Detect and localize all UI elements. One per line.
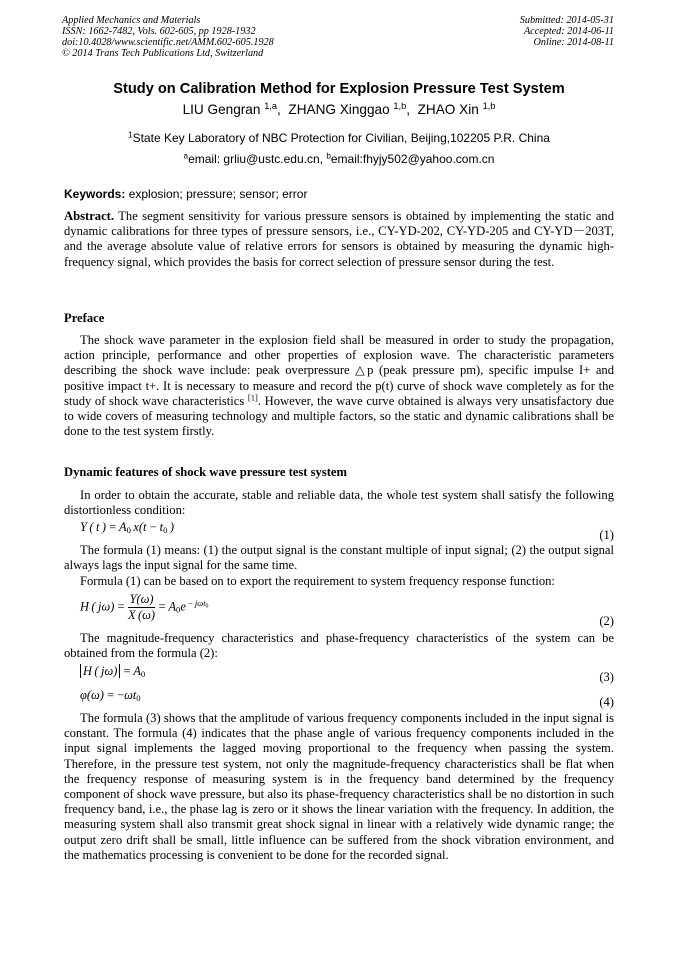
author-affil-mark: 1,a bbox=[264, 100, 278, 111]
abstract bbox=[64, 209, 614, 270]
journal-name: Applied Mechanics and Materials bbox=[62, 15, 201, 26]
keywords-label: Keywords: bbox=[64, 187, 126, 201]
doi-line: doi:10.4028/www.scientific.net/AMM.602-605.1928 bbox=[62, 37, 274, 48]
online-date: Online: 2014-08-11 bbox=[533, 37, 614, 48]
keywords-text: explosion; pressure; sensor; error bbox=[128, 187, 308, 201]
author-list: LIU Gengran $^{1,a}$, ZHANG Xinggao $^{1,b}$, ZHAO Xin $^{1,b}$ bbox=[182, 100, 496, 117]
email-b: email:fhyjy502@yahoo.com.cn bbox=[330, 152, 495, 166]
author-emails bbox=[0, 152, 678, 166]
author-affil-mark: 1,b bbox=[482, 100, 496, 111]
affiliation bbox=[0, 131, 678, 145]
citation: [1] bbox=[247, 392, 258, 403]
affiliation-text: State Key Laboratory of NBC Protection for Civilian, Beijing,102205 P.R. China bbox=[132, 131, 550, 145]
issn-line: ISSN: 1662-7482, Vols. 602-605, pp 1928-1932 bbox=[62, 26, 256, 37]
equation-3-number: (3) bbox=[599, 670, 614, 684]
affiliation-mark: 1 bbox=[128, 130, 133, 140]
email-mark: b bbox=[326, 151, 331, 161]
equation-1: Y ( t ) = $A_0$ $x(t - t_0$ ) bbox=[80, 520, 175, 536]
equation-2: H ( jω) = $\frac{Y(\omega)}{X (\omega)}$ = $A_0e$ $^{- j\omega t_0}$ bbox=[80, 592, 209, 622]
equation-4-number: (4) bbox=[599, 695, 614, 709]
abstract-text: The segment sensitivity for various pressure sensors is obtained by implementing the static and dynamic calibrations for three types of pressure sensors, i.e., CY-YD-202, CY-YD-205 and CY-YD－203T, and the average absolute value of relative errors for sensors is obtained by measuring the dynamic high-frequency signal, which provides the basis for correct selection of pressure sensor during the test. bbox=[64, 209, 615, 269]
paragraph-amplitude-phase-discussion: The formula (3) shows that the amplitude of various frequency components included in the input signal is constant. The formula (4) indicates that the phase angle of various frequency components included in the input signal implements the lagged moving proportional to the frequency when passing the system. Therefore, in the pressure test system, not only the magnitude-frequency characteristics shall be flat when the frequency response of measuring system is in the frequency band determined by the frequency component of shock wave pressure, but also its phase-frequency characteristics shall be no distortion in such frequency band, i.e., the phase lag is zero or it shows the linear variation with the frequency. In addition, the measuring system shall also transmit great shock signal in linear with a relatively wide dynamic range; the output zero drift shall be small, little influence can be suffered from the shock vibration environment, and the mathematics processing is convenient to be done for the recorded signal. bbox=[64, 711, 614, 862]
keywords bbox=[64, 187, 307, 201]
author-name: LIU Gengran bbox=[182, 102, 261, 117]
paragraph-formula-1-meaning: The formula (1) means: (1) the output signal is the constant multiple of input signal; (2) the output signal always lags the input signal for the same time. bbox=[64, 543, 614, 573]
equation-2-number: (2) bbox=[599, 614, 614, 628]
preface-paragraph bbox=[64, 333, 614, 439]
paragraph-frequency-response: Formula (1) can be based on to export the requirement to system frequency response function: bbox=[80, 574, 555, 588]
copyright-line: © 2014 Trans Tech Publications Ltd, Switzerland bbox=[62, 48, 264, 59]
paragraph-distortionless: In order to obtain the accurate, stable and reliable data, the whole test system shall satisfy the following distortionless condition: bbox=[64, 488, 614, 518]
submitted-date: Submitted: 2014-05-31 bbox=[519, 15, 614, 26]
journal-header-left bbox=[62, 15, 274, 59]
equation-1-number: (1) bbox=[599, 528, 614, 542]
section-heading-dynamic-features: Dynamic features of shock wave pressure test system bbox=[64, 465, 347, 479]
preface-text-1: The shock wave parameter in the explosion field shall be measured in order to study the propagation, action principle, performance and other properties of explosion wave. The characteristic parameters describing the shock wave include: peak overpressure △p (peak pressure pm), specific impulse I+ and positive impact t+. It is necessary to measure and record the p(t) curve of shock wave completely as for the study of shock wave characteristics bbox=[64, 333, 614, 408]
paragraph-magnitude-phase: The magnitude-frequency characteristics and phase-frequency characteristics of the system can be obtained from the formula (2): bbox=[64, 631, 614, 661]
author-affil-mark: 1,b bbox=[393, 100, 407, 111]
accepted-date: Accepted: 2014-06-11 bbox=[523, 26, 614, 37]
author-name: ZHAO Xin bbox=[417, 102, 479, 117]
email-mark: a bbox=[183, 151, 189, 161]
preface-text-2: . However, the wave curve obtained is always very unsatisfactory due to wide covers of measuring technology and multiple factors, so the static and dynamic calibrations shall be done to the test system firstly. bbox=[64, 393, 614, 439]
journal-header-right bbox=[520, 15, 614, 48]
section-heading-preface: Preface bbox=[64, 311, 105, 325]
fraction: $\frac{Y(\omega)}{X (\omega)}$ bbox=[127, 592, 156, 622]
email-a: email: grliu@ustc.edu.cn, bbox=[188, 152, 323, 166]
equation-3: H ( $j\omega) = A_0$ bbox=[80, 664, 145, 679]
equation-4: $\varphi(\omega) = -\omega t_0$ bbox=[80, 688, 141, 704]
author-name: ZHANG Xinggao bbox=[288, 102, 390, 117]
abstract-label: Abstract. bbox=[64, 209, 115, 223]
paper-title: Study on Calibration Method for Explosion Pressure Test System bbox=[113, 81, 565, 97]
